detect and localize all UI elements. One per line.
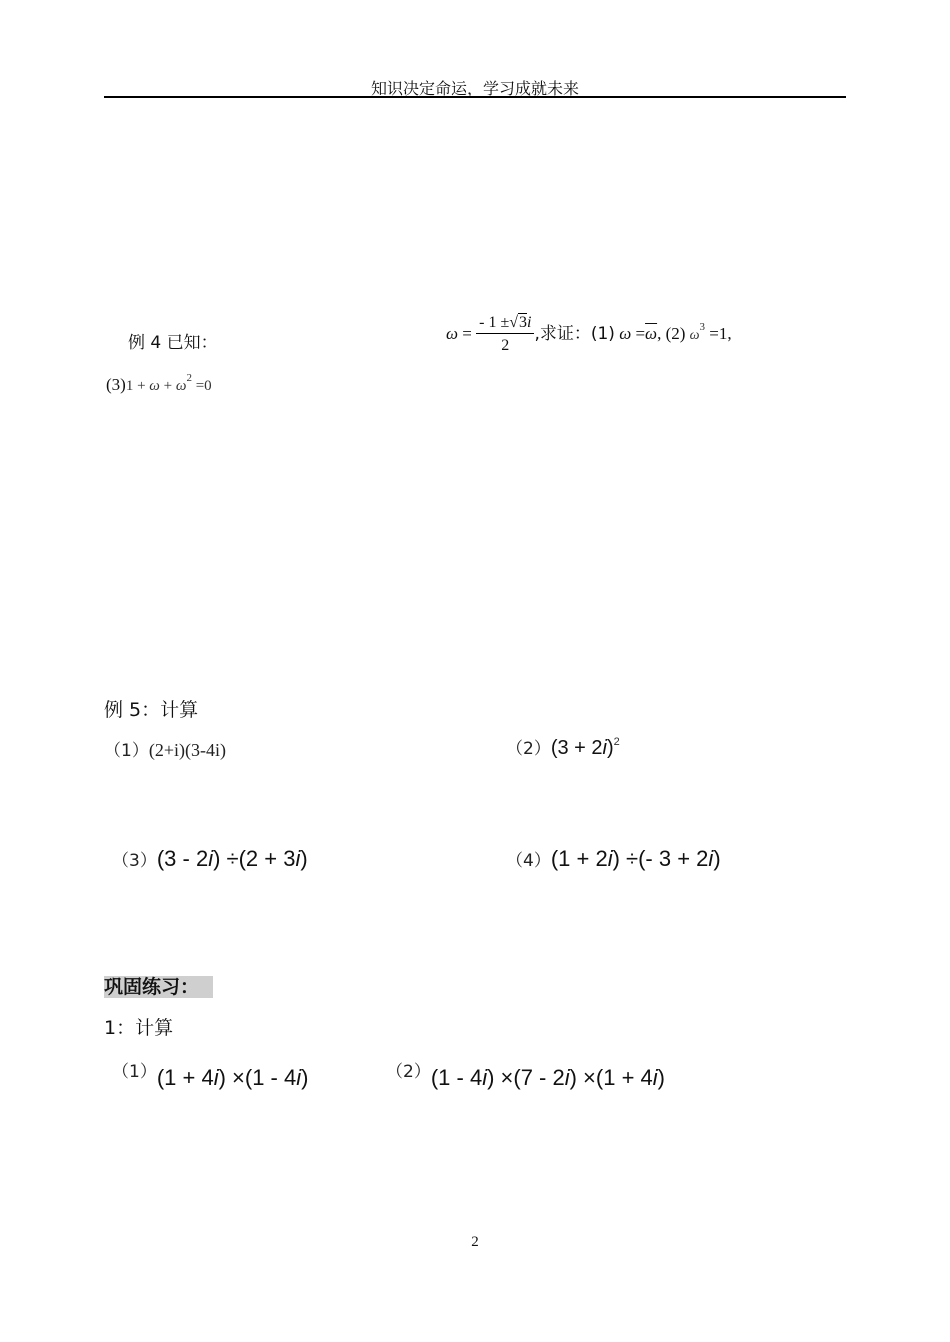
part3-one: 1 + — [125, 378, 150, 394]
imag-unit: i — [607, 846, 613, 871]
part1-rhs-conjugate: $\overline{\omega}$ — [645, 323, 658, 343]
item-label: （1） — [112, 1062, 157, 1082]
example5-item-3 — [112, 846, 308, 872]
part3-omega: ω — [149, 378, 160, 394]
item-expression: (2+i)(3-4i) — [148, 740, 226, 760]
imag-unit: i — [652, 1065, 658, 1090]
example4-part3 — [106, 372, 212, 395]
practice-item-2 — [386, 1057, 665, 1091]
expr-part: ) ÷(- 3 + 2 — [612, 846, 709, 871]
item-expression — [551, 846, 721, 871]
expr-part: ) ×(1 - 4 — [218, 1065, 297, 1090]
imag-unit: i — [213, 1065, 219, 1090]
part3-label: (3) — [106, 375, 126, 394]
part2-base: ω — [689, 327, 700, 343]
imag-unit: i — [602, 737, 607, 759]
expr-part: ) — [606, 737, 614, 759]
example5-item-1 — [104, 736, 226, 761]
expr-part: ) ÷(2 + 3 — [213, 846, 296, 871]
fraction-denominator: 2 — [501, 337, 510, 355]
item-label: （2） — [386, 1062, 431, 1082]
part3-plus: + — [159, 378, 176, 394]
item-expression — [157, 1065, 309, 1090]
practice-item-1 — [112, 1057, 308, 1091]
item-expression — [157, 846, 308, 871]
part2-exponent: 3 — [699, 320, 706, 333]
expr-part: (1 + 2 — [550, 846, 608, 871]
page-header-title: 知识决定命运，学习成就未来 — [370, 79, 579, 98]
item-label: （3） — [112, 851, 157, 871]
expr-part: (3 - 2 — [156, 846, 209, 871]
imag-unit: i — [208, 846, 214, 871]
example4-definition — [446, 314, 732, 356]
part3-equals-zero: =0 — [191, 378, 212, 394]
item-label: （2） — [506, 739, 551, 759]
expr-part: (1 - 4 — [430, 1065, 483, 1090]
omega-fraction — [476, 314, 534, 356]
part1-lhs: ω — [619, 323, 632, 343]
practice-title — [104, 972, 213, 999]
equals-sign: = — [458, 323, 472, 343]
expr-part: ) — [713, 846, 721, 871]
item-expression — [551, 737, 620, 759]
fraction-numerator — [476, 314, 534, 334]
expr-part: (1 + 4 — [156, 1065, 214, 1090]
imag-unit: i — [296, 1065, 302, 1090]
example4-label: 例 4 已知： — [128, 333, 218, 353]
prove-text: ,求证：(1) — [534, 323, 615, 344]
sqrt-sign: √ — [509, 314, 518, 331]
item-label: （1） — [104, 741, 149, 761]
imag-unit: i — [527, 314, 532, 331]
practice-title-highlight: 巩固练习： — [104, 976, 213, 998]
part1-eq: = — [631, 323, 646, 343]
expr-part: ) — [301, 1065, 309, 1090]
example5-item-4 — [506, 846, 721, 872]
sqrt-radicand: 3 — [519, 314, 527, 331]
numerator-prefix: - 1 ± — [479, 314, 510, 331]
item-label: （4） — [506, 851, 551, 871]
imag-unit: i — [564, 1065, 570, 1090]
page-number: 2 — [471, 1234, 479, 1250]
item-expression — [431, 1065, 665, 1090]
practice-q1-title: 1：计算 — [104, 1017, 174, 1039]
expr-part: ) — [657, 1065, 665, 1090]
expr-part: ) ×(7 - 2 — [487, 1065, 565, 1090]
part2-label: , (2) — [657, 323, 686, 343]
example5-title: 例 5：计算 — [104, 699, 199, 721]
expr-part: ) ×(1 + 4 — [569, 1065, 653, 1090]
expr-part: (3 + 2 — [550, 737, 603, 759]
omega-symbol: ω — [446, 323, 459, 343]
imag-unit: i — [295, 846, 301, 871]
expr-part: ) — [300, 846, 308, 871]
imag-unit: i — [708, 846, 714, 871]
imag-unit: i — [482, 1065, 488, 1090]
header-divider — [104, 96, 846, 98]
part3-omega-squared: ω — [175, 378, 187, 394]
part2-rest: =1, — [705, 323, 732, 343]
exponent: 2 — [613, 736, 620, 748]
part3-exponent: 2 — [186, 372, 192, 384]
example5-item-2 — [506, 734, 620, 760]
